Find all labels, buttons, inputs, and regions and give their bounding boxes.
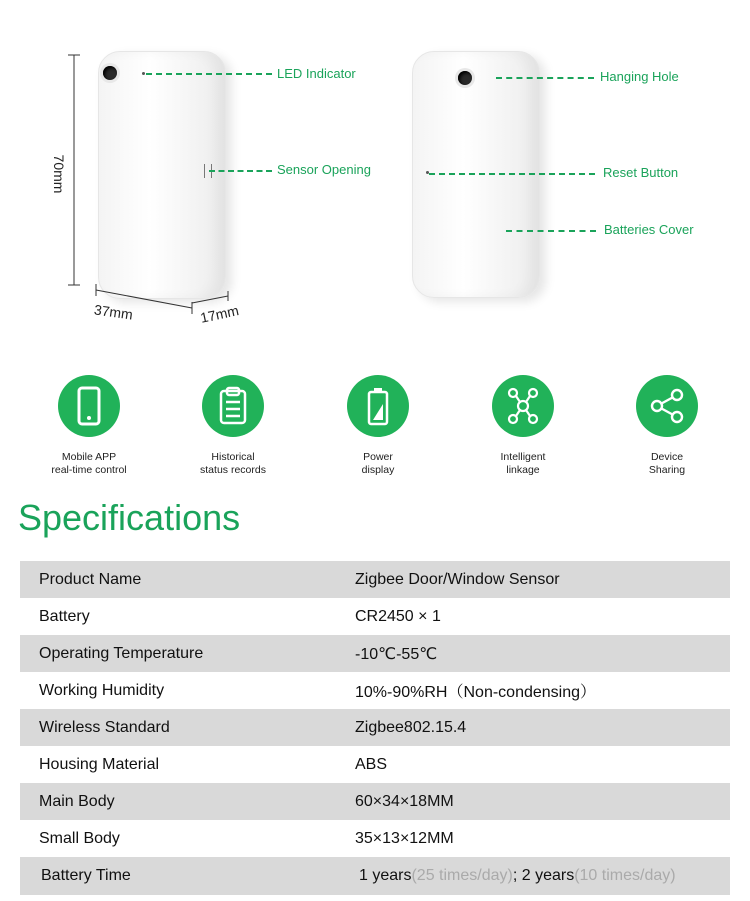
network-hub-icon (492, 375, 554, 437)
spec-key: Wireless Standard (20, 709, 355, 746)
feature-line2: real-time control (51, 464, 127, 476)
feature-mobile-app (34, 375, 144, 477)
feature-line1: Mobile APP (61, 451, 117, 463)
spec-key: Housing Material (39, 755, 160, 773)
feature-line1: Intelligent (500, 451, 546, 463)
specifications-title: Specifications (18, 497, 241, 538)
feature-linkage (468, 375, 578, 477)
spec-key: Working Humidity (39, 681, 165, 699)
feature-line2: status records (200, 464, 266, 476)
battery-time-usage-2: (10 times/day) (574, 867, 676, 884)
spec-value: Zigbee Door/Window Sensor (355, 561, 730, 598)
feature-line1: Historical (211, 451, 255, 463)
spec-value (355, 857, 730, 895)
hanging-hole-back (458, 71, 472, 85)
spec-key: Product Name (20, 561, 355, 598)
reset-callout-line (429, 173, 595, 175)
sensor-callout-label: Sensor Opening (277, 162, 371, 177)
spec-value: Zigbee802.15.4 (355, 709, 730, 746)
led-callout-label: LED Indicator (277, 66, 356, 81)
spec-key: Operating Temperature (20, 635, 355, 672)
spec-value: -10℃-55℃ (355, 635, 730, 672)
reset-callout-label: Reset Button (603, 165, 679, 180)
spec-key: Battery (39, 607, 90, 625)
spec-value: 60×34×18MM (355, 783, 730, 820)
hanging-callout-line (496, 77, 594, 79)
feature-history (178, 375, 288, 477)
feature-line2: display (361, 464, 395, 476)
table-row (20, 820, 730, 857)
spec-key: Battery Time (20, 857, 355, 895)
table-row (20, 635, 730, 672)
smartphone-icon (58, 375, 120, 437)
table-row (20, 709, 730, 746)
battery-icon (347, 375, 409, 437)
clipboard-icon (202, 375, 264, 437)
dimension-lines (0, 0, 260, 340)
spec-value: 35×13×12MM (355, 829, 454, 847)
feature-line1: Device (650, 451, 684, 463)
batteries-callout-line (506, 230, 596, 232)
spec-value: ABS (355, 755, 388, 773)
spec-key: Main Body (20, 783, 355, 820)
hanging-callout-label: Hanging Hole (600, 69, 679, 84)
table-row (20, 561, 730, 598)
table-row (20, 857, 730, 895)
dimension-depth-label: 17mm (198, 302, 241, 326)
table-row (20, 598, 730, 635)
feature-line2: Sharing (648, 464, 686, 476)
spec-key: Small Body (39, 829, 120, 847)
dimension-height-label: 70mm (51, 154, 67, 194)
battery-time-usage-1: (25 times/day) (411, 867, 513, 884)
spec-value: CR2450 × 1 (355, 607, 441, 625)
table-row (20, 783, 730, 820)
share-icon (636, 375, 698, 437)
batteries-callout-label: Batteries Cover (604, 222, 694, 237)
feature-line1: Power (363, 451, 393, 463)
battery-time-2: ; 2 years (512, 867, 575, 884)
feature-line2: linkage (506, 464, 540, 476)
specifications-table (20, 561, 730, 895)
feature-power (323, 375, 433, 477)
battery-time-1: 1 years (359, 867, 412, 884)
dimension-width-label: 37mm (93, 301, 134, 323)
table-row (20, 672, 730, 709)
spec-value: 10%-90%RH（Non-condensing） (355, 684, 597, 701)
table-row (20, 746, 730, 783)
feature-sharing (612, 375, 722, 477)
